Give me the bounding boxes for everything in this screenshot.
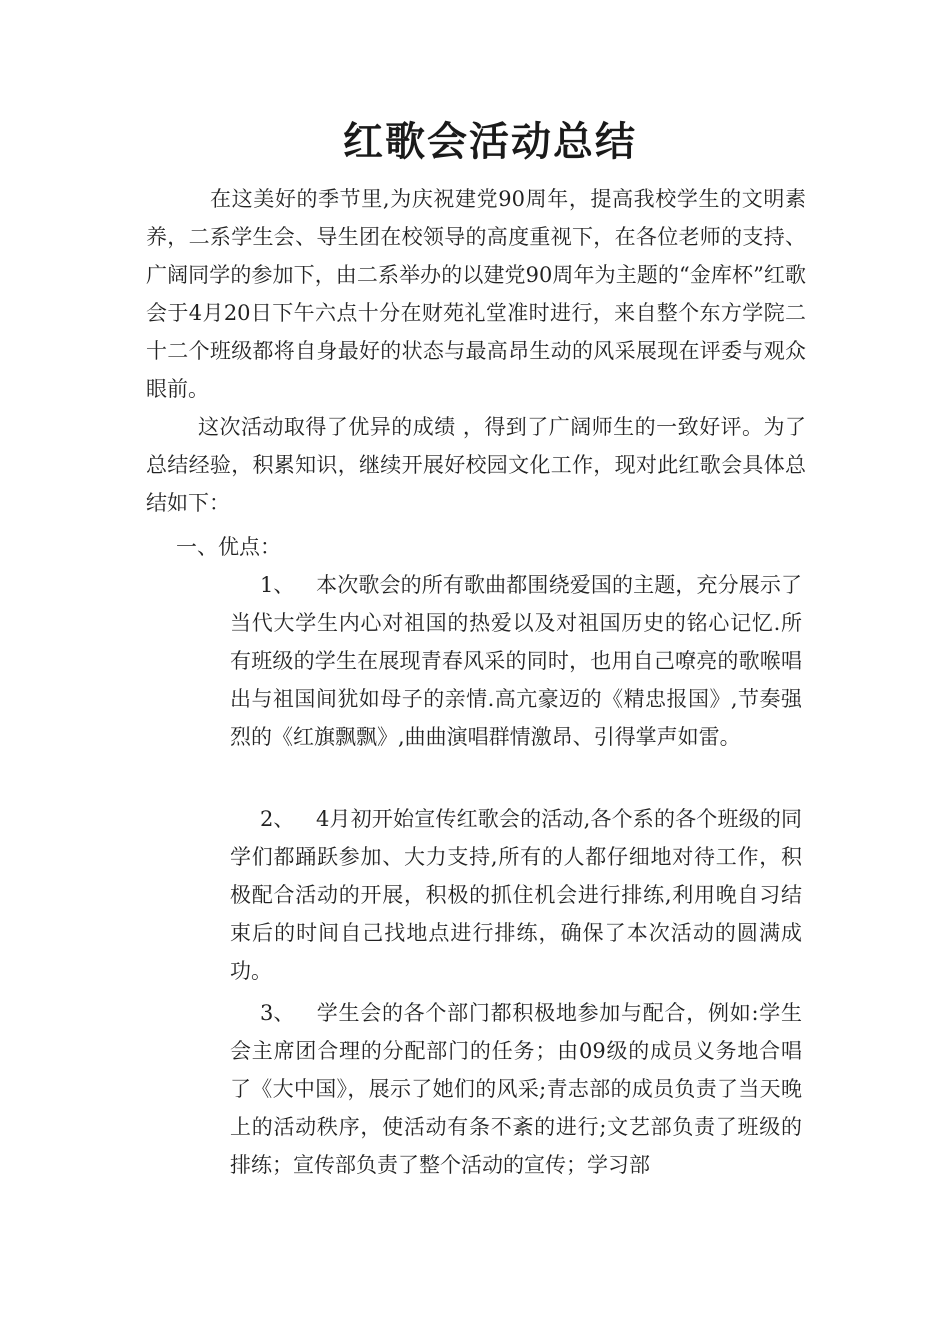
list-item-number: 2、	[260, 807, 295, 831]
list-item	[230, 994, 802, 1184]
list-item	[230, 566, 802, 756]
page-title: 红歌会活动总结	[343, 118, 637, 165]
intro-paragraph: 在这美好的季节里,为庆祝建党90周年，提高我校学生的文明素养，二系学生会、导生团在校领导的高度重视下，在各位老师的支持、广阔同学的参加下，由二系举办的以建党90周年为主题的“金库杯”红歌会于4月20日下午六点十分在财苑礼堂准时进行，来自整个东方学院二十二个班级都将自身最好的状态与最高昂生动的风采展现在评委与观众眼前。	[146, 187, 806, 401]
section-heading: 一、优点：	[176, 535, 281, 559]
list-item-number: 3、	[260, 1001, 295, 1025]
summary-paragraph: 这次活动取得了优异的成绩 ，得到了广阔师生的一致好评。为了总结经验，积累知识，继续开展好校园文化工作，现对此红歌会具体总结如下：	[146, 415, 806, 515]
list-item-text: 学生会的各个部门都积极地参加与配合，例如:学生会主席团合理的分配部门的任务；由09级的成员义务地合唱了《大中国》，展示了她们的风采;青志部的成员负责了当天晚上的活动秩序，使活动有条不紊的进行;文艺部负责了班级的排练；宣传部负责了整个活动的宣传；学习部	[230, 1001, 802, 1177]
list-item	[230, 800, 802, 990]
list-item-text: 本次歌会的所有歌曲都围绕爱国的主题，充分展示了当代大学生内心对祖国的热爱以及对祖国历史的铭心记忆.所有班级的学生在展现青春风采的同时，也用自己嘹亮的歌喉唱出与祖国间犹如母子的亲情.高亢豪迈的《精忠报国》,节奏强烈的《红旗飘飘》,曲曲演唱群情激昂、引得掌声如雷。	[230, 573, 802, 749]
list-item-number: 1、	[260, 573, 295, 597]
list-item-text: 4月初开始宣传红歌会的活动,各个系的各个班级的同学们都踊跃参加、大力支持,所有的人都仔细地对待工作，积极配合活动的开展，积极的抓住机会进行排练,利用晚自习结束后的时间自己找地点进行排练，确保了本次活动的圆满成功。	[230, 807, 802, 983]
